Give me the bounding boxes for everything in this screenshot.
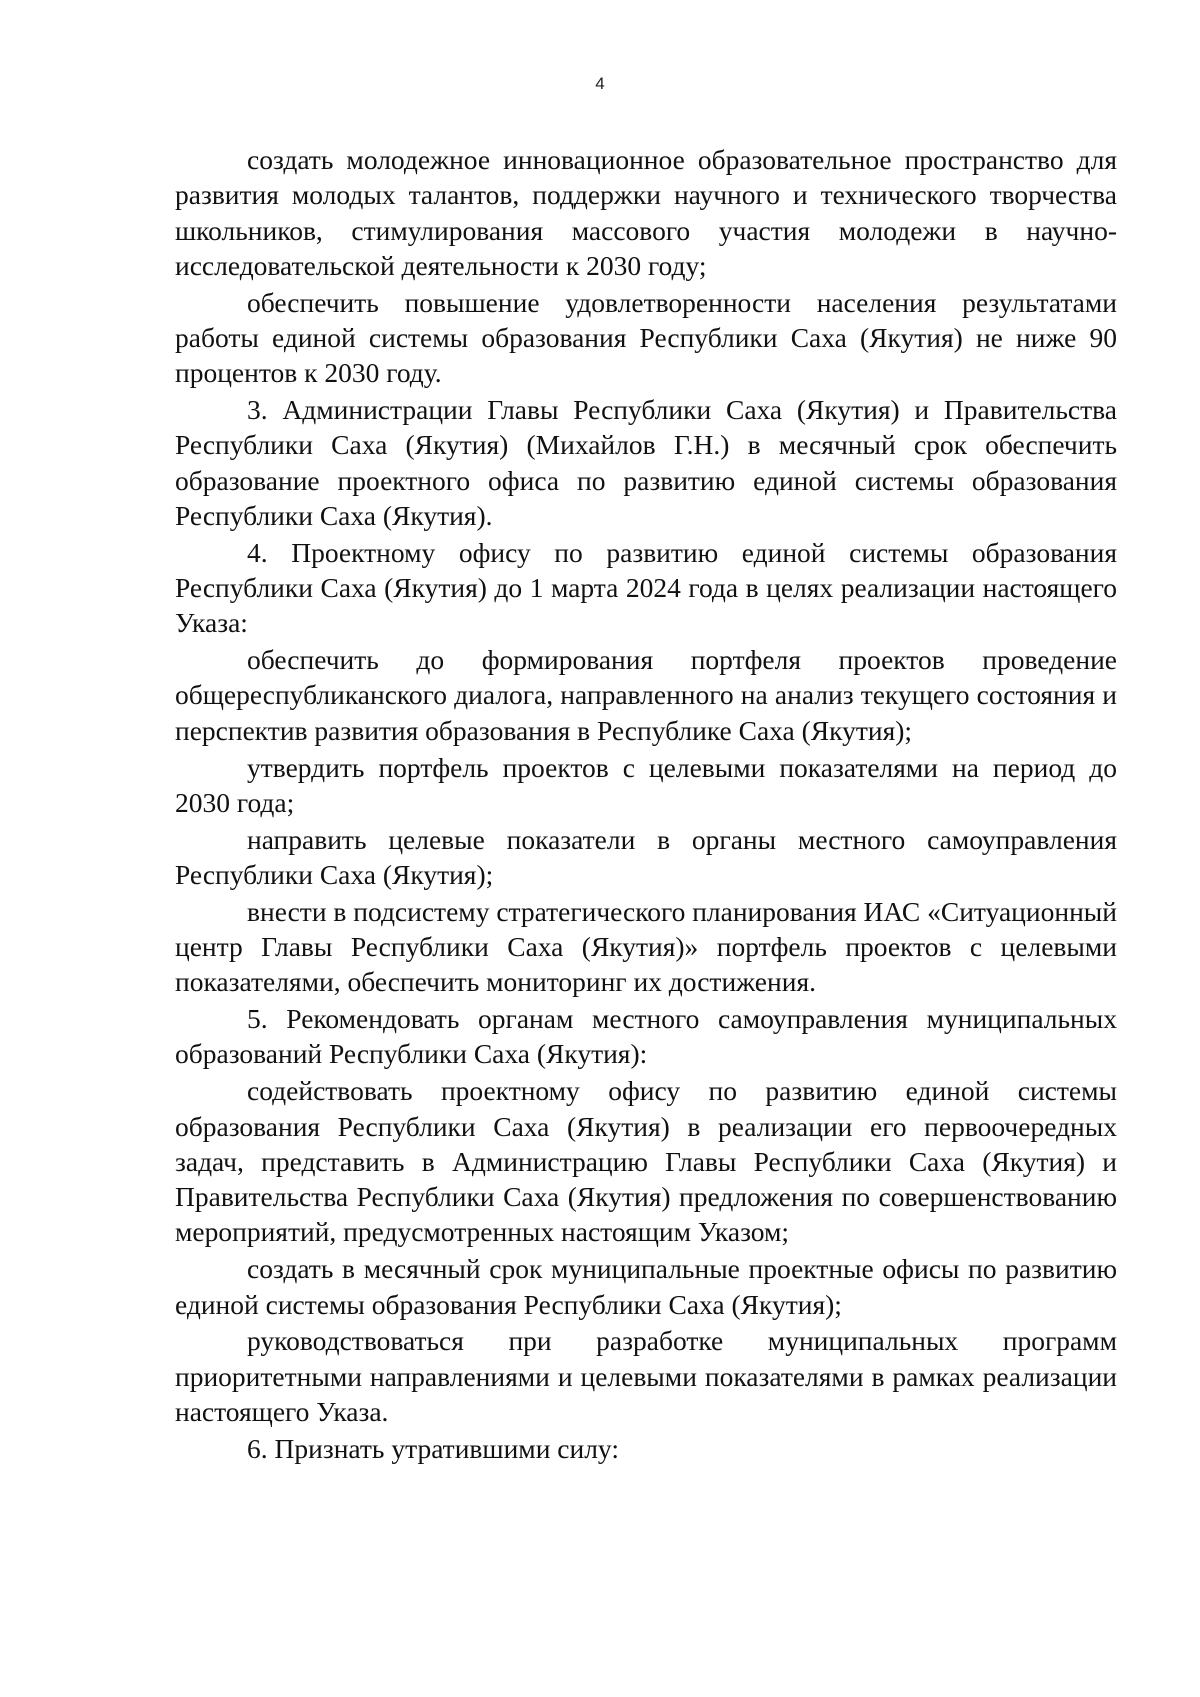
paragraph: создать молодежное инновационное образовательное пространство для развития молодых талантов, поддержки научного и технического творчества школьников, стимулирования массового участия молодежи в научно-исследовательской деятельности к 2030 году; <box>175 144 1117 281</box>
paragraph: 4. Проектному офису по развитию единой системы образования Республики Саха (Якутия) до 1 марта 2024 года в целях реализации настоящего Указа: <box>175 536 1117 639</box>
paragraph: направить целевые показатели в органы местного самоуправления Республики Саха (Якутия); <box>175 823 1117 890</box>
paragraph: утвердить портфель проектов с целевыми показателями на период до 2030 года; <box>175 751 1117 818</box>
paragraph: создать в месячный срок муниципальные проектные офисы по развитию единой системы образования Республики Саха (Якутия); <box>175 1253 1117 1320</box>
paragraph: обеспечить до формирования портфеля проектов проведение общереспубликанского диалога, направленного на анализ текущего состояния и перспектив развития образования в Республике Саха (Якутия); <box>175 644 1117 746</box>
paragraph: 5. Рекомендовать органам местного самоуправления муниципальных образований Республики Саха (Якутия): <box>175 1003 1117 1070</box>
paragraph: 6. Признать утратившими силу: <box>247 1432 619 1464</box>
paragraph: руководствоваться при разработке муниципальных программ приоритетными направлениями и целевыми показателями в рамках реализации настоящего Указа. <box>175 1325 1117 1427</box>
paragraph: содействовать проектному офису по развитию единой системы образования Республики Саха (Якутия) в реализации его первоочередных задач, представить в Администрацию Главы Республики Саха (Якутия) и Правительства Республики Саха (Якутия) предложения по совершенствованию мероприятий, предусмотренных настоящим Указом; <box>175 1075 1117 1248</box>
page-number: 4 <box>595 74 605 93</box>
paragraph: внести в подсистему стратегического планирования ИАС «Ситуационный центр Главы Республики Саха (Якутия)» портфель проектов с целевыми показателями, обеспечить мониторинг их достижения. <box>175 895 1117 998</box>
paragraph: обеспечить повышение удовлетворенности населения результатами работы единой системы образования Республики Саха (Якутия) не ниже 90 процентов к 2030 году. <box>175 286 1117 389</box>
paragraph: 3. Администрации Главы Республики Саха (Якутия) и Правительства Республики Саха (Якутия) (Михайлов Г.Н.) в месячный срок обеспечить образование проектного офиса по развитию единой системы образования Республики Саха (Якутия). <box>175 394 1117 531</box>
document-body <box>175 142 1117 1467</box>
